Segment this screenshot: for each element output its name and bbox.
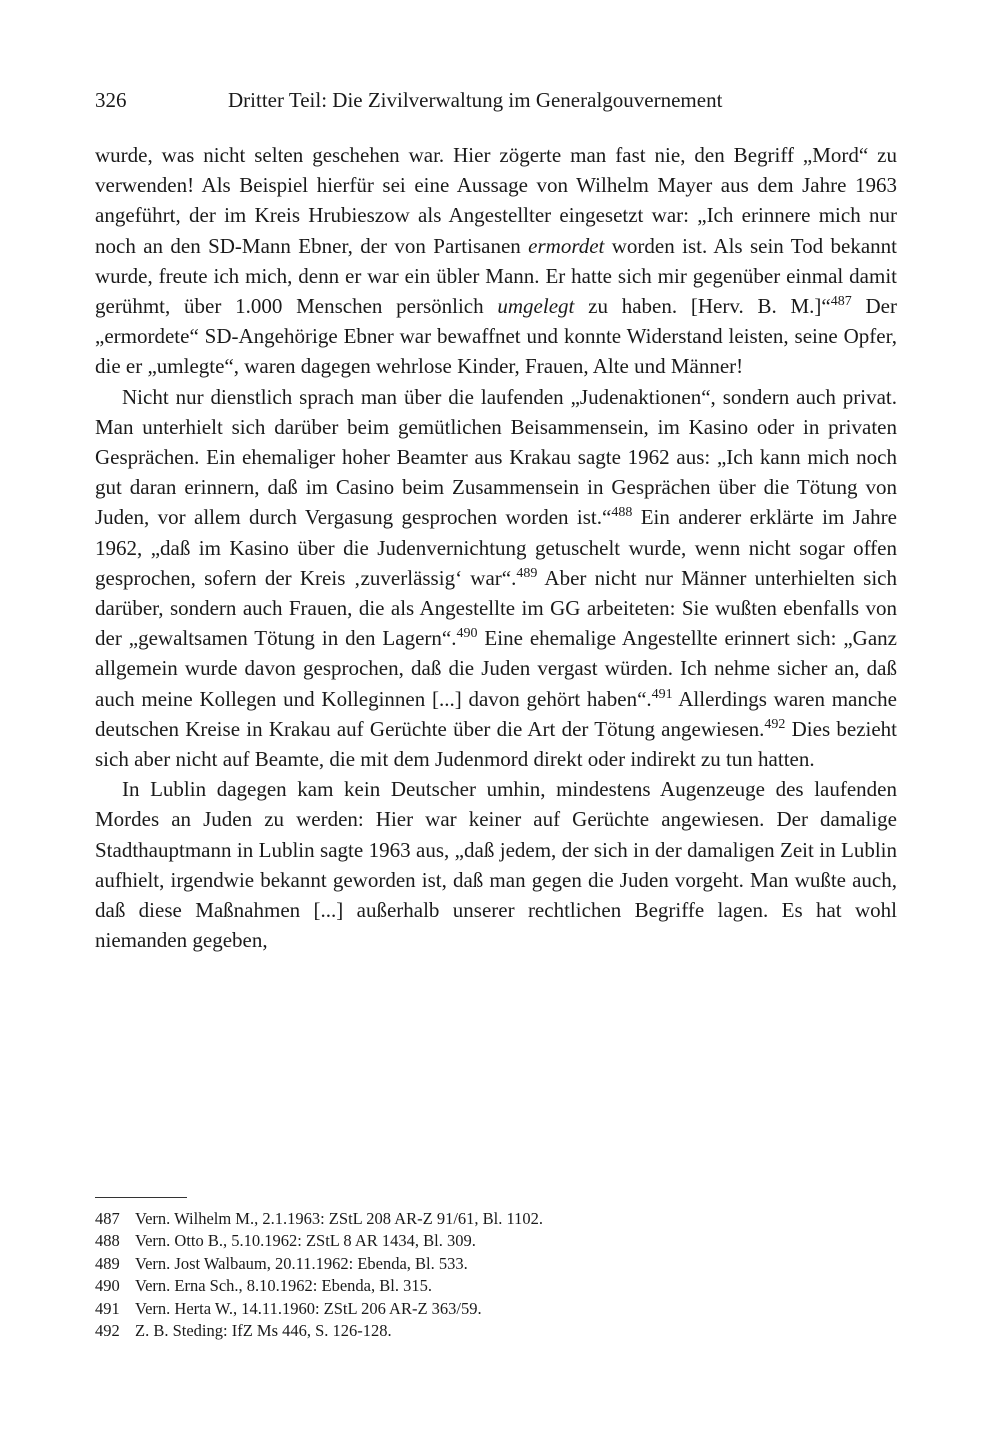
running-title: Dritter Teil: Die Zivilverwaltung im Generalgouvernement [228, 88, 723, 112]
footnote-491 [95, 1298, 905, 1320]
page-number: 326 [95, 88, 127, 112]
text-span: Eine ehemalige Angestellte erinnert sich: „Ganz allgemein wurde davon gesprochen, daß die Juden vergast würden. Ich nehme sicher an, daß auch meine Kollegen und Kolleginnen [...] davon gehört haben“. [95, 626, 897, 711]
text-span: wurde, was nicht selten geschehen war. Hier zögerte man fast nie, den Begriff „Mord“ zu verwenden! Als Beispiel hierfür sei eine Aussage von Wilhelm Mayer aus dem Jahre 1963 angeführt, der im Kreis Hrubieszow als Angestellter eingesetzt war: „Ich erinnere mich nur noch an den SD-Mann Ebner, der von Partisanen [95, 143, 897, 258]
footnote-number: 492 [95, 1321, 120, 1341]
text-span: Nicht nur dienstlich sprach man über die laufenden „Judenaktionen“, sondern auch privat. Man unterhielt sich darüber beim gemütlichen Beisammensein, im Kasino oder in privaten Gesprächen. Ein ehemaliger hoher Beamter aus Krakau sagte 1962 aus: „Ich kann mich noch gut daran erinnern, daß im Casino beim Zusammensein in Gesprächen über die Tötung von Juden, vor allem durch Vergasung gesprochen worden ist.“ [95, 384, 897, 530]
footnote-number: 487 [95, 1209, 120, 1228]
page-header [95, 84, 905, 116]
footnote-490 [95, 1275, 905, 1297]
text-span: Dies bezieht sich aber nicht auf Beamte, die mit dem Judenmord direkt oder indirekt zu tun hatten. [95, 716, 898, 772]
footnote-492 [95, 1320, 905, 1342]
footnote-reference-492: 492 [764, 716, 786, 732]
footnote-number: 490 [95, 1276, 120, 1296]
footnote-reference-487: 487 [830, 294, 852, 310]
footnote-number: 488 [95, 1231, 120, 1251]
footnote-number: 491 [95, 1298, 120, 1318]
text-span: Aber nicht nur Männer unterhielten sich darüber, sondern auch Frauen, die als Angestellte im GG arbeiteten: Sie wußten ebenfalls von der „gewaltsamen Tötung in den Lagern“. [95, 565, 897, 651]
text-span: Der „ermordete“ SD-Angehörige Ebner war bewaffnet und konnte Widerstand leisten, seine Opfer, die er „umlegte“, waren dagegen wehrlose Kinder, Frauen, Alte und Männer! [95, 294, 897, 379]
text-span: In Lublin dagegen kam kein Deutscher umhin, mindestens Augenzeuge des laufenden Mordes an Juden zu werden: Hier war keiner auf Gerüchte angewiesen. Der damalige Stadthauptmann in Lublin sagte 1963 aus, „daß jedem, der sich in der damaligen Zeit in Lublin aufhielt, irgendwie bekannt geworden ist, daß man gegen die Juden vorgeht. Man wußte auch, daß diese Maßnahmen [...] außerhalb unserer rechtlichen Begriffe lagen. Es hat wohl niemanden gegeben, [95, 777, 897, 953]
footnote-488 [95, 1230, 905, 1252]
footnotes [95, 1208, 905, 1342]
footnote-reference-490: 490 [456, 626, 478, 642]
paragraph-2 [95, 382, 897, 775]
footnote-text: Z. B. Steding: IfZ Ms 446, S. 126-128. [135, 1321, 392, 1341]
footnote-text: Vern. Jost Walbaum, 20.11.1962: Ebenda, Bl. 533. [135, 1253, 468, 1273]
text-span: worden ist. Als sein Tod bekannt wurde, freute ich mich, denn er war ein übler Mann. Er hatte sich mir gegenüber einmal damit gerühmt, über 1.000 Menschen persönlich [95, 233, 898, 319]
text-span: zu haben. [Herv. B. M.]“ [574, 294, 831, 319]
footnote-text: Vern. Wilhelm M., 2.1.1963: ZStL 208 AR-Z 91/61, Bl. 1102. [135, 1209, 544, 1228]
text-span: Allerdings waren manche deutschen Kreise in Krakau auf Gerüchte über die Art der Tötung angewiesen. [95, 686, 897, 741]
body-text [95, 140, 897, 955]
footnote-reference-491: 491 [651, 686, 673, 702]
footnote-text: Vern. Otto B., 5.10.1962: ZStL 8 AR 1434, Bl. 309. [135, 1231, 476, 1251]
paragraph-1 [95, 140, 897, 382]
footnote-487 [95, 1208, 905, 1230]
footnote-reference-489: 489 [516, 565, 538, 581]
footnote-489 [95, 1253, 905, 1275]
footnote-number: 489 [95, 1253, 120, 1273]
footnote-separator [95, 1197, 187, 1198]
paragraph-3 [95, 774, 897, 955]
footnote-reference-488: 488 [611, 505, 633, 521]
footnote-text: Vern. Herta W., 14.11.1960: ZStL 206 AR-Z 363/59. [135, 1298, 482, 1318]
text-span: Ein anderer erklärte im Jahre 1962, „daß im Kasino über die Judenvernichtung getuschelt wurde, wenn nicht sogar offen gesprochen, sofern der Kreis ‚zuverlässig‘ war“. [95, 505, 897, 590]
emphasis: ermordet [528, 233, 605, 258]
footnote-text: Vern. Erna Sch., 8.10.1962: Ebenda, Bl. 315. [135, 1276, 432, 1296]
emphasis: umgelegt [497, 294, 575, 319]
